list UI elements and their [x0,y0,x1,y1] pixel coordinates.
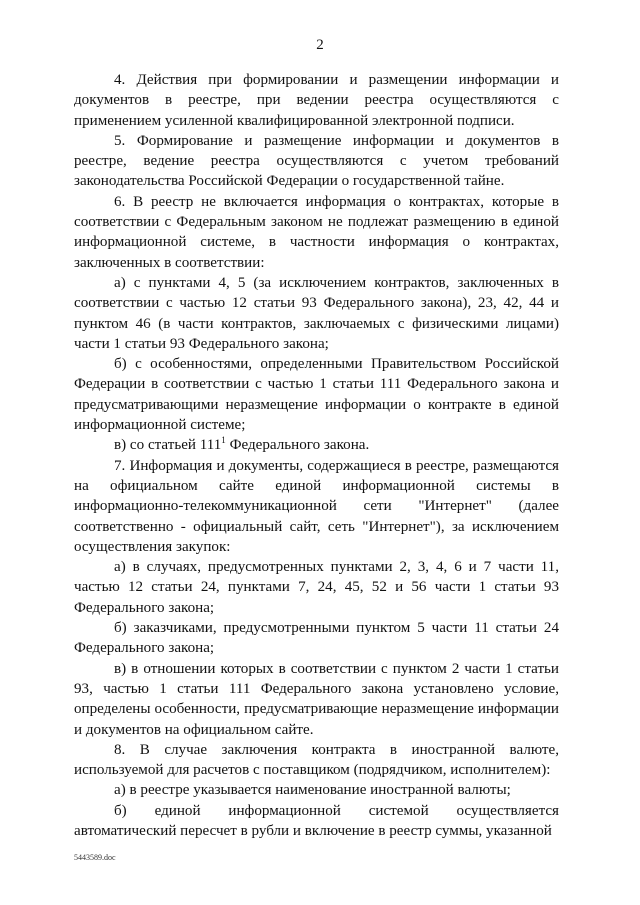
page-number: 2 [316,37,324,53]
paragraph-7: 7. Информация и документы, содержащиеся в реестре, размещаются на официальном сайте единой информационной системы в информационно-телекоммуникационной сети "Интернет" (далее соответственно - официальный сайт, сеть "Интернет"), за исключением осуществления закупок: [74,457,559,555]
paragraph-8b: б) единой информационной системой осуществляется автоматический пересчет в рубли и включение в реестр суммы, указанной [74,802,559,839]
footer-file-code: 5443589.doc [74,853,116,862]
paragraph-6: 6. В реестр не включается информация о контрактах, которые в соответствии с Федеральным законом не подлежат размещению в единой информационной системе, в частности информация о контрактах, заключенных в соответствии: [74,193,559,271]
paragraph-7v: в) в отношении которых в соответствии с пунктом 2 части 1 статьи 93, частью 1 статьи 111 Федерального закона установлено условие, определены особенности, предусматривающие неразмещение информации и документов на официальном сайте. [74,660,559,738]
paragraph-8: 8. В случае заключения контракта в иностранной валюте, используемой для расчетов с поставщиком (подрядчиком, исполнителем): [74,741,559,779]
paragraph-6v-text: в) со статьей 111 [114,437,222,454]
paragraph-8a: а) в реестре указывается наименование иностранной валюты; [114,782,511,799]
paragraph-6b: б) с особенностями, определенными Правительством Российской Федерации в соответствии с частью 1 статьи 111 Федерального закона и предусматривающими неразмещение информации о контракте в единой информационной системе; [74,356,559,434]
document-body [74,70,559,841]
paragraph-5: 5. Формирование и размещение информации и документов в реестре, ведение реестра осуществляются с учетом требований законодательства Российской Федерации о государственной тайне. [74,132,559,190]
paragraph-6a: а) с пунктами 4, 5 (за исключением контрактов, заключенных в соответствии с частью 12 статьи 93 Федерального закона), 23, 42, 44 и пунктом 46 (в части контрактов, заключаемых с физическими лицами) части 1 статьи 93 Федерального закона; [74,274,559,352]
paragraph-6v [74,435,559,455]
paragraph-6v-tail: Федерального закона. [225,437,370,454]
paragraph-7a: а) в случаях, предусмотренных пунктами 2, 3, 4, 6 и 7 части 11, частью 12 статьи 24, пунктами 7, 24, 45, 52 и 56 части 1 статьи 93 Федерального закона; [74,559,559,616]
superscript-1: 1 [221,435,226,446]
paragraph-4: 4. Действия при формировании и размещении информации и документов в реестре, при ведении реестра осуществляются с применением усиленной квалифицированной электронной подписи. [74,72,559,129]
paragraph-7b: б) заказчиками, предусмотренными пунктом 5 части 11 статьи 24 Федерального закона; [74,620,559,657]
